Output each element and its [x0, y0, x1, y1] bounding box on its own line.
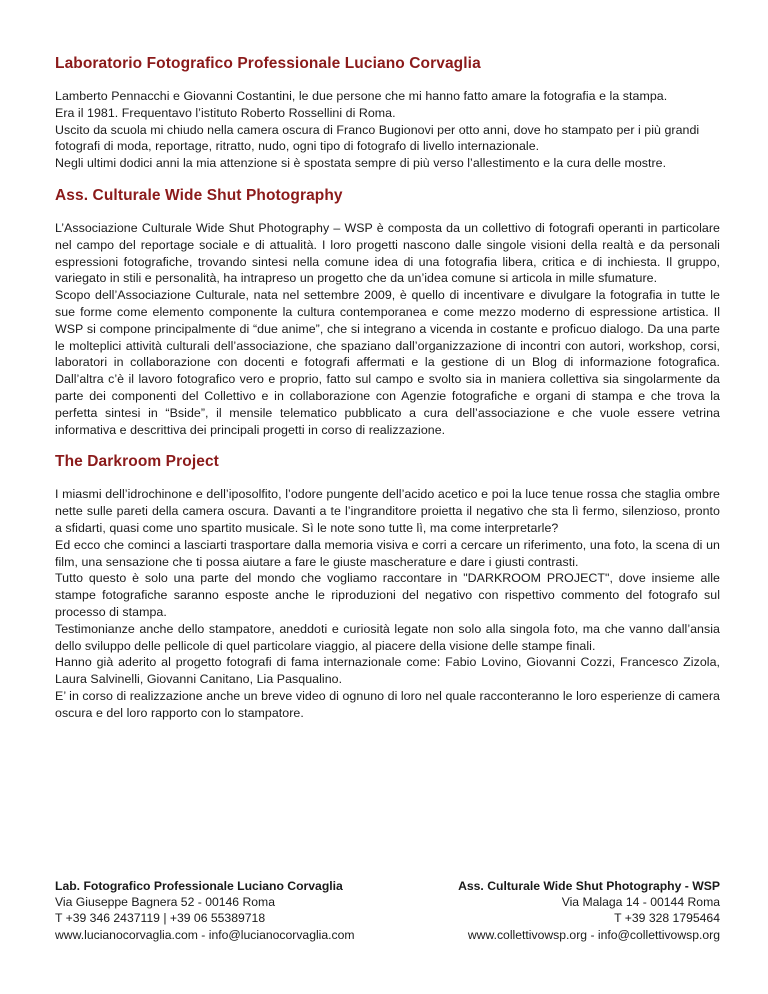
- paragraph: Uscito da scuola mi chiudo nella camera oscura di Franco Bugionovi per otto anni, dove ho stampato per i più grandi fotografi di moda, reportage, ritratto, nudo, ogni tipo di fotografo di livello internazionale.: [55, 122, 700, 154]
- footer-left-address: Via Giuseppe Bagnera 52 - 00146 Roma: [55, 895, 275, 910]
- section-title-darkroom: The Darkroom Project: [55, 453, 219, 471]
- footer-right-address: Via Malaga 14 - 00144 Roma: [561, 895, 720, 910]
- section-title-laboratorio: Laboratorio Fotografico Professionale Luciano Corvaglia: [55, 55, 481, 72]
- paragraph: Ed ecco che cominci a lasciarti trasportare dalla memoria visiva e corri a cercare un riferimento, una foto, la scena di un film, una sensazione che ti possa aiutare a fare le giuste mascherature e dare i giusti contrasti.: [55, 537, 720, 569]
- footer-left-phone: T +39 346 2437119 | +39 06 55389718: [55, 911, 266, 926]
- paragraph: E’ in corso di realizzazione anche un breve video di ognuno di loro nel quale racconteranno le loro esperienze di camera oscura e del loro rapporto con lo stampatore.: [55, 688, 720, 720]
- section-title-wsp: Ass. Culturale Wide Shut Photography: [55, 186, 343, 204]
- paragraph: Lamberto Pennacchi e Giovanni Costantini, le due persone che mi hanno fatto amare la fotografia e la stampa.: [55, 89, 668, 103]
- paragraph: L’Associazione Culturale Wide Shut Photography – WSP è composta da un collettivo di fotografi operanti in particolare nel campo del reportage sociale e di attualità. I loro progetti nascono dalle singole visioni della realtà e da personali espressioni fotografiche, trovando sintesi nella comune idea di una fotografia libera, critica e di inchiesta. Il gruppo, variegato in stili e personalità, ha intrapreso un progetto che da un’idea comune si articola in mille sfumature.: [55, 220, 720, 286]
- footer-contact-laboratorio: [55, 878, 355, 943]
- footer: [55, 878, 720, 943]
- section-laboratorio: [55, 54, 720, 172]
- footer-contact-wsp: [458, 878, 720, 943]
- footer-right-name: Ass. Culturale Wide Shut Photography - WSP: [458, 879, 720, 893]
- footer-right-web: www.collettivowsp.org - info@collettivowsp.org: [467, 927, 720, 942]
- paragraph: Hanno già aderito al progetto fotografi di fama internazionale come: Fabio Lovino, Giovanni Cozzi, Francesco Zizola, Laura Salvinelli, Giovanni Canitano, Lia Pasqualino.: [55, 655, 720, 687]
- footer-right-phone: T +39 328 1795464: [614, 911, 720, 926]
- document-body: [55, 54, 720, 736]
- section-darkroom: [55, 452, 720, 721]
- footer-left-name: Lab. Fotografico Professionale Luciano Corvaglia: [55, 879, 343, 893]
- paragraph: Negli ultimi dodici anni la mia attenzione si è spostata sempre di più verso l’allestimento e la cura delle mostre.: [55, 156, 667, 171]
- paragraph: Era il 1981. Frequentavo l’istituto Roberto Rossellini di Roma.: [55, 105, 396, 120]
- paragraph: Testimonianze anche dello stampatore, aneddoti e curiosità legate non solo alla singola foto, ma che vanno dall’ansia dello sviluppo delle pellicole di quel particolare viaggio, al piacere della visione delle stampe finali.: [55, 621, 720, 653]
- section-wsp: [55, 186, 720, 438]
- paragraph: I miasmi dell’idrochinone e dell’iposolfito, l’odore pungente dell’acido acetico e poi la luce tenue rossa che staglia ombre nette sulle pareti della camera oscura. Davanti a te l’ingranditore proietta il negativo che sta lì fermo, silenzioso, pronto a sfidarti, quasi come uno spartito musicale. Sì le note sono tutte lì, ma come interpretarle?: [55, 487, 720, 535]
- footer-left-web: www.lucianocorvaglia.com - info@lucianocorvaglia.com: [55, 927, 355, 942]
- paragraph: Scopo dell’Associazione Culturale, nata nel settembre 2009, è quello di incentivare e divulgare la fotografia in tutte le sue forme come elemento componente la cultura contemporanea e come mezzo moderno di espressione artistica. Il WSP si compone principalmente di “due anime”, che si integrano a vicenda in costante e proficuo dialogo. Da una parte le molteplici attività culturali dell’associazione, che spaziano dall’organizzazione di incontri con autori, workshop, corsi, laboratori in collaborazione con docenti e fotografi affermati e la gestione di un Blog di informazione fotografica. Dall’altra c’è il lavoro fotografico vero e proprio, fatto sul campo e svolto sia in maniera collettiva sia singolarmente da parte dei componenti del Collettivo e in collaborazione con Agenzie fotografiche e organi di stampa e che trova la perfetta sintesi in “Bside”, il mensile telematico pubblicato a cura dell’associazione e che vuole essere vetrina informativa e descrittiva dei principali progetti in corso di realizzazione.: [55, 288, 720, 437]
- paragraph: Tutto questo è solo una parte del mondo che vogliamo raccontare in "DARKROOM PROJECT", dove insieme alle stampe fotografiche saranno esposte anche le riproduzioni del negativo con rispettivo commento del fotografo sul processo di stampa.: [55, 571, 720, 619]
